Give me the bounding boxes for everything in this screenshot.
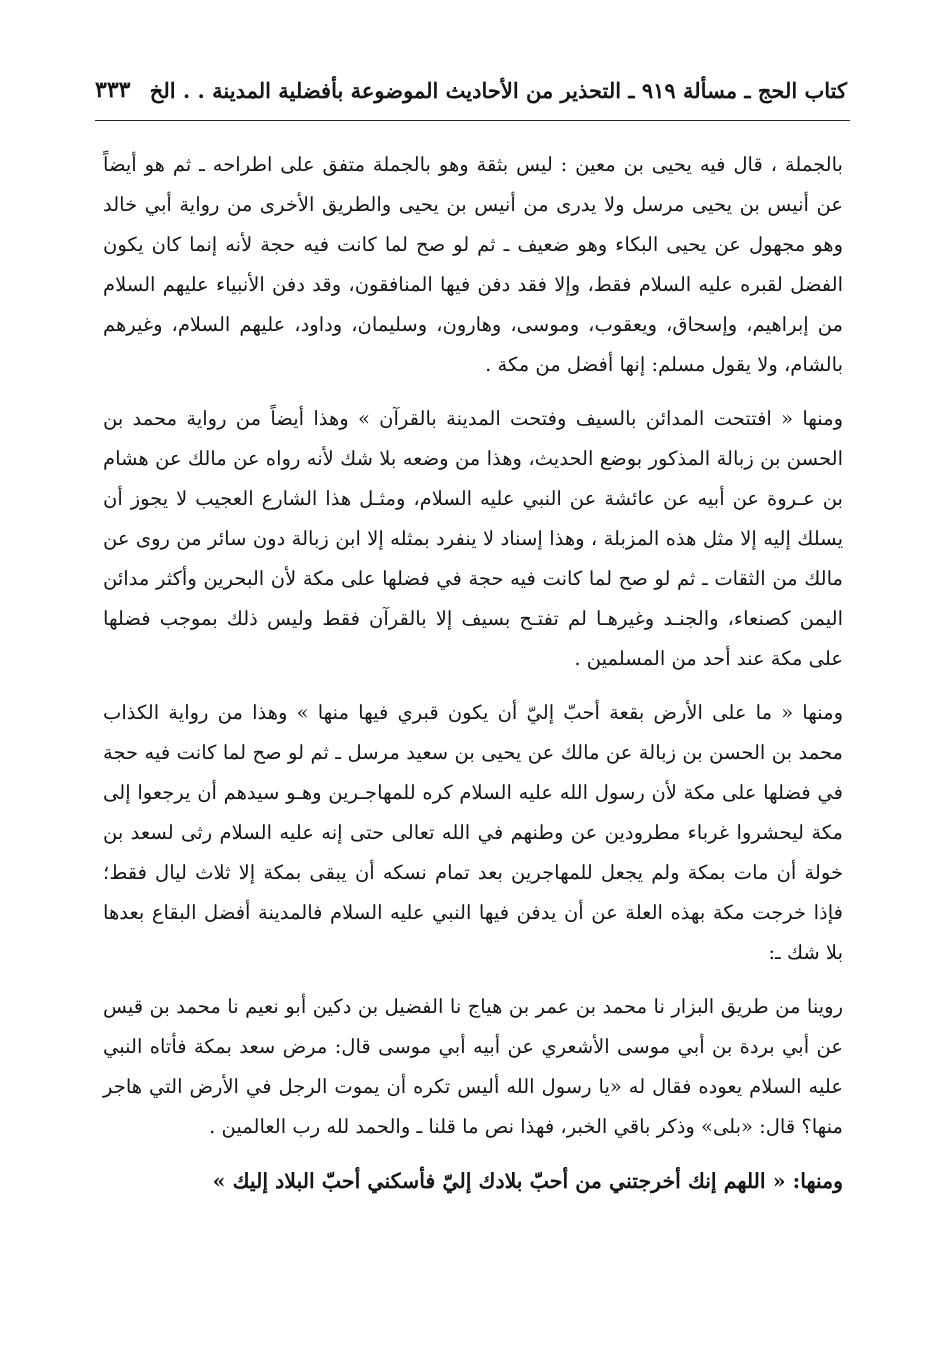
page-body <box>103 145 843 1201</box>
paragraph-4: روينا من طريق البزار نا محمد بن عمر بن هياج نا الفضيل بن دكين أبو نعيم نا محمد بن قيس عن أبي بردة بن أبي موسى الأشعري عن أبيه أبي موسى قال: مرض سعد بمكة فأتاه النبي عليه السلام يعوده فقال له «يا رسول الله أليس تكره أن يموت الرجل في الأرض التي هاجر منها؟ قال: «بلى» وذكر باقي الخبر، فهذا نص ما قلنا ـ والحمد لله رب العالمين . <box>103 995 843 1138</box>
page-header <box>95 70 847 110</box>
paragraph-3: ومنها « ما على الأرض بقعة أحبّ إليّ أن يكون قبري فيها منها » وهذا من رواية الكذاب محمد بن الحسن بن زبالة عن مالك عن يحيى بن سعيد مرسل ـ ثم لو صح لما كانت فيه حجة في فضلها على مكة لأن رسول الله عليه السلام كره للمهاجـرين وهـو سيدهم أن يرجعوا إلى مكة ليحشروا غرباء مطرودين عن وطنهم في الله تعالى حتى إنه عليه السلام رثى لسعد بن خولة أن مات بمكة ولم يجعل للمهاجرين بعد تمام نسكه أن يبقى بمكة إلا ثلاث ليال فقط؛ فإذا خرجت مكة بهذه العلة عن أن يدفن فيها النبي عليه السلام فالمدينة أفضل البقاع بعدها بلا شك ـ: <box>103 701 843 964</box>
paragraph-2: ومنها « افتتحت المدائن بالسيف وفتحت المدينة بالقرآن » وهذا أيضاً من رواية محمد بن الحسن بن زبالة المذكور بوضع الحديث، وهذا من وضعه بلا شك لأنه رواه عن مالك عن هشام بن عـروة عن أبيه عن عائشة عن النبي عليه السلام، ومثـل هذا الشارع العجيب لا يجوز أن يسلك إليه إلا مثل هذه المزبلة ، وهذا إسناد لا ينفرد بمثله إلا ابن زبالة دون سائر من روى عن مالك من الثقات ـ ثم لو صح لما كانت فيه حجة في فضلها على مكة لأن البحرين وأكثر مدائن اليمن كصنعاء، والجنـد وغيرهـا لم تفتـح بسيف إلا بالقرآن فقط وليس ذلك بموجب فضلها على مكة عند أحد من المسلمين . <box>103 407 843 670</box>
paragraph-1: بالجملة ، قال فيه يحيى بن معين : ليس بثقة وهو بالجملة متفق على اطراحه ـ ثم هو أيضاً عن أنيس بن يحيى مرسل ولا يدرى من أنيس بن يحيى والطريق الأخرى من رواية أبي خالد وهو مجهول عن يحيى البكاء وهو ضعيف ـ ثم لو صح لما كانت فيه حجة لأنه إنما كان يكون الفضل لقبره عليه السلام فقط، وإلا فقد دفن فيها المنافقون، وقد دفن الأنبياء عليهم السلام من إبراهيم، وإسحاق، ويعقوب، وموسى، وهارون، وسليمان، وداود، عليهم السلام، وغيرهم بالشام، ولا يقول مسلم: إنها أفضل من مكة . <box>103 153 843 376</box>
header-rule <box>95 120 850 121</box>
section-heading: ومنها: « اللهم إنك أخرجتني من أحبّ بلادك إليّ فأسكني أحبّ البلاد إليك » <box>212 1169 843 1193</box>
running-title: كتاب الحج ـ مسألة ٩١٩ ـ التحذير من الأحاديث الموضوعة بأفضلية المدينة . . الخ <box>149 77 847 103</box>
page-number: ٣٣٣ <box>95 77 131 103</box>
